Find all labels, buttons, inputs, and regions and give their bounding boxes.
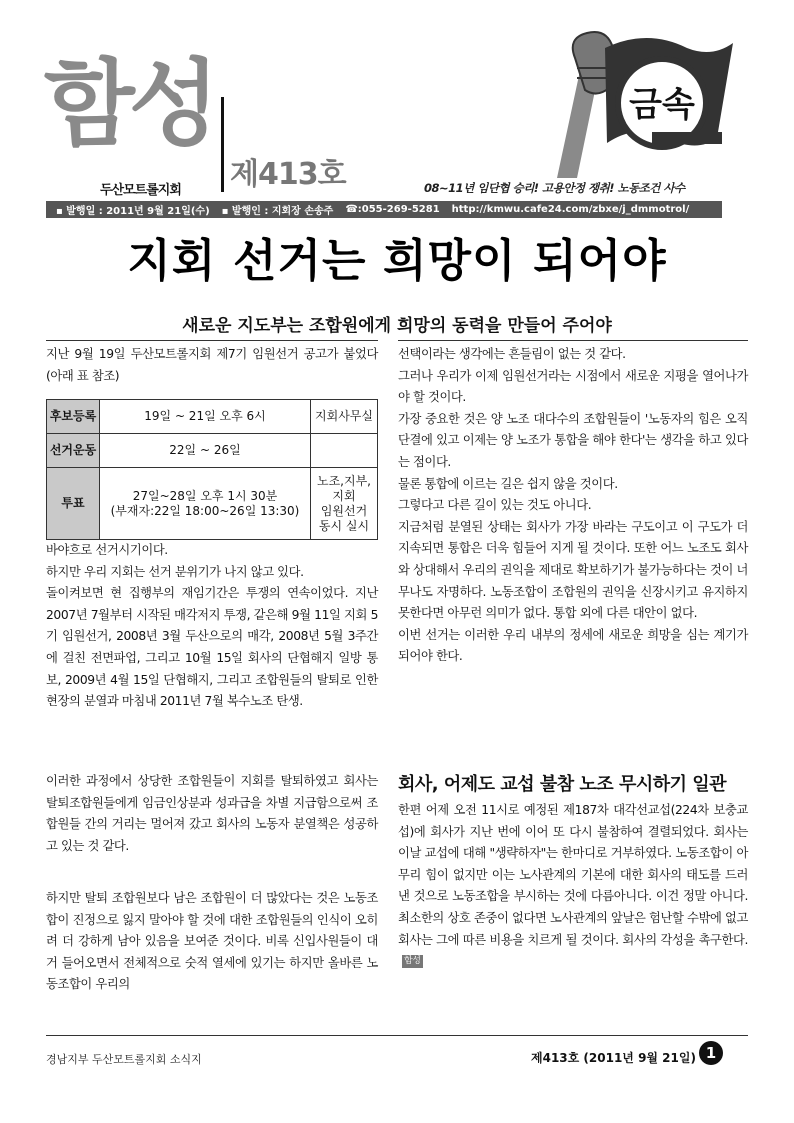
- sub-headline: 새로운 지도부는 조합원에게 희망의 동력을 만들어 주어야: [182, 316, 612, 336]
- body-line: 물론 통합에 이르는 길은 쉽지 않을 것이다.: [398, 476, 618, 491]
- place-line: 임원선거: [320, 503, 368, 518]
- body-paragraph: 한편 어제 오전 11시로 예정된 제187차 대각선교섭(224차 보충교섭)에 회사가 지난 번에 이어 또 다시 불참하여 결렬되었다. 회사는 이날 교섭에 대해 "생략하자"는 한마디로 거부하였다. 노동조합이 아무리 힘이 없지만 이는 노사관계의 기본에 대한 회사의 태도를 드러낸 것으로 노동조합을 부시하는 것에 다름아니다. 이건 정말 아니다. 최소한의 상호 존중이 없다면 노사관계의 앞날은 험난할 수밖에 없고 회사는 그에 따른 비용을 치르게 될 것이다. 회사의 각성을 촉구한다.: [398, 803, 748, 947]
- publisher: ▪ 발행인 : 지회장 손송주: [221, 206, 334, 217]
- article-intro: [46, 344, 378, 387]
- row-place: [311, 468, 378, 540]
- row-schedule: 19일 ~ 21일 오후 6시: [100, 400, 311, 434]
- article-body-1: [46, 540, 378, 713]
- body-line: 이번 선거는 이러한 우리 내부의 정세에 새로운 희망을 심는 계기가 되어야 한다.: [398, 627, 748, 664]
- body-line: 하지만 우리 지회는 선거 분위기가 나지 않고 있다.: [46, 564, 304, 579]
- footer-divider: [46, 1035, 748, 1036]
- row-schedule: 22일 ~ 26일: [100, 434, 311, 468]
- body-line: 가장 중요한 것은 양 노조 대다수의 조합원들이 '노동자의 힘은 오직 단결에 있고 이제는 양 노조가 통합을 해야 한다'는 생각을 하고 있다는 점이다.: [398, 411, 748, 469]
- divider: [398, 340, 748, 341]
- body-line: 그렇다고 다른 길이 있는 것도 아니다.: [398, 498, 592, 513]
- website-url[interactable]: http://kmwu.cafe24.com/zbxe/j_dmmotrol/: [451, 204, 690, 215]
- row-place: 지회사무실: [311, 400, 378, 434]
- divider: [46, 340, 378, 341]
- body-line: 선택이라는 생각에는 흔들림이 없는 것 같다.: [398, 347, 626, 361]
- row-label: 투표: [47, 468, 100, 540]
- schedule-line: 27일~28일 오후 1시 30분: [132, 488, 278, 503]
- main-headline: 지회 선거는 희망이 되어야: [127, 234, 667, 287]
- article-body-3: [46, 888, 378, 996]
- section-title: 회사, 어제도 교섭 불참 노조 무시하기 일관: [398, 774, 727, 795]
- table-row: [47, 434, 378, 468]
- place-line: 동시 실시: [318, 518, 370, 533]
- logo-text: 금속: [629, 85, 695, 125]
- phone-number: ☎:055-269-5281: [345, 204, 440, 215]
- masthead-divider: [221, 97, 224, 192]
- body-paragraph: 하지만 탈퇴 조합원보다 남은 조합원이 더 많았다는 것은 노동조합이 진정으로 잃지 말아야 할 것에 대한 조합원들의 인식이 오히려 더 강하게 남아 있음을 보여준 것이다. 비록 신입사원들이 대거 들어오면서 전체적으로 숫적 열세에 있기는 하지만 올바른 노동조합이 우리의: [46, 891, 378, 992]
- place-line: 지회: [332, 488, 356, 503]
- article-body-right: [398, 344, 748, 668]
- page-number: 1: [699, 1041, 723, 1065]
- body-line: 지금처럼 분열된 상태는 회사가 가장 바라는 구도이고 이 구도가 더 지속되면 통합은 더욱 힘들어 지게 될 것이다. 또한 어느 노조도 회사와 상대해서 우리의 권익을 제대로 확보하기가 불가능하다는 것이 너무나도 자명하다. 노동조합이 조합원의 권익을 신장시키고 유지하지 못한다면 아무런 의미가 없다. 통합 외에 다른 대안이 없다.: [398, 519, 748, 621]
- info-bar: [46, 201, 722, 218]
- footer-publication: 경남지부 두산모트롤지회 소식지: [46, 1053, 202, 1066]
- masthead-slogan: 08~11년 임단협 승리! 고용안정 쟁취! 노동조건 사수: [424, 181, 685, 195]
- row-label: 후보등록: [47, 400, 100, 434]
- footer-issue: 제413호 (2011년 9월 21일): [531, 1051, 696, 1065]
- row-label: 선거운동: [47, 434, 100, 468]
- election-schedule-table: [46, 399, 378, 540]
- intro-paragraph: 지난 9월 19일 두산모트롤지회 제7기 임원선거 공고가 붙었다(아래 표 참조): [46, 347, 378, 383]
- row-schedule: [100, 468, 311, 540]
- issue-number: 제413호: [230, 157, 346, 192]
- body-line: 그러나 우리가 이제 임원선거라는 시점에서 새로운 지평을 열어나가야 할 것이다.: [398, 368, 748, 405]
- schedule-line: (부재자:22일 18:00~26일 13:30): [110, 503, 300, 518]
- body-line: 바야흐로 선거시기이다.: [46, 543, 168, 557]
- branch-name: 두산모트롤지회: [100, 183, 181, 198]
- section-body: [398, 800, 748, 973]
- union-flag-logo: [547, 28, 733, 178]
- row-place: [311, 434, 378, 468]
- body-paragraph: 이러한 과정에서 상당한 조합원들이 지회를 탈퇴하였고 회사는 탈퇴조합원들에게 임금인상분과 성과급을 차별 지급함으로써 조합원들 간의 거리는 멀어져 갔고 회사의 노동자 분열책은 성공하고 있는 것 같다.: [46, 774, 378, 853]
- newsletter-brand: 함성: [44, 50, 214, 159]
- body-paragraph: 돌이켜보면 현 집행부의 재임기간은 투쟁의 연속이었다. 지난 2007년 7월부터 시작된 매각저지 투쟁, 같은해 9월 11일 지회 5기 임원선거, 2008년 3월 두산으로의 매각, 2008년 5월 3주간에 걸친 전면파업, 그리고 10월 15일 회사의 단협해지 일방 통보, 2009년 4월 15일 단협해지, 그리고 조합원들의 탈퇴로 인한 현장의 분열과 마침내 2011년 7월 복수노조 탄생.: [46, 586, 378, 709]
- stamp-badge: 함성: [404, 956, 421, 967]
- table-row: [47, 400, 378, 434]
- place-line: 노조,지부,: [317, 473, 371, 488]
- article-body-2: [46, 771, 378, 857]
- publish-date: ▪ 발행일 : 2011년 9월 21일(수): [56, 206, 210, 217]
- table-row: [47, 468, 378, 540]
